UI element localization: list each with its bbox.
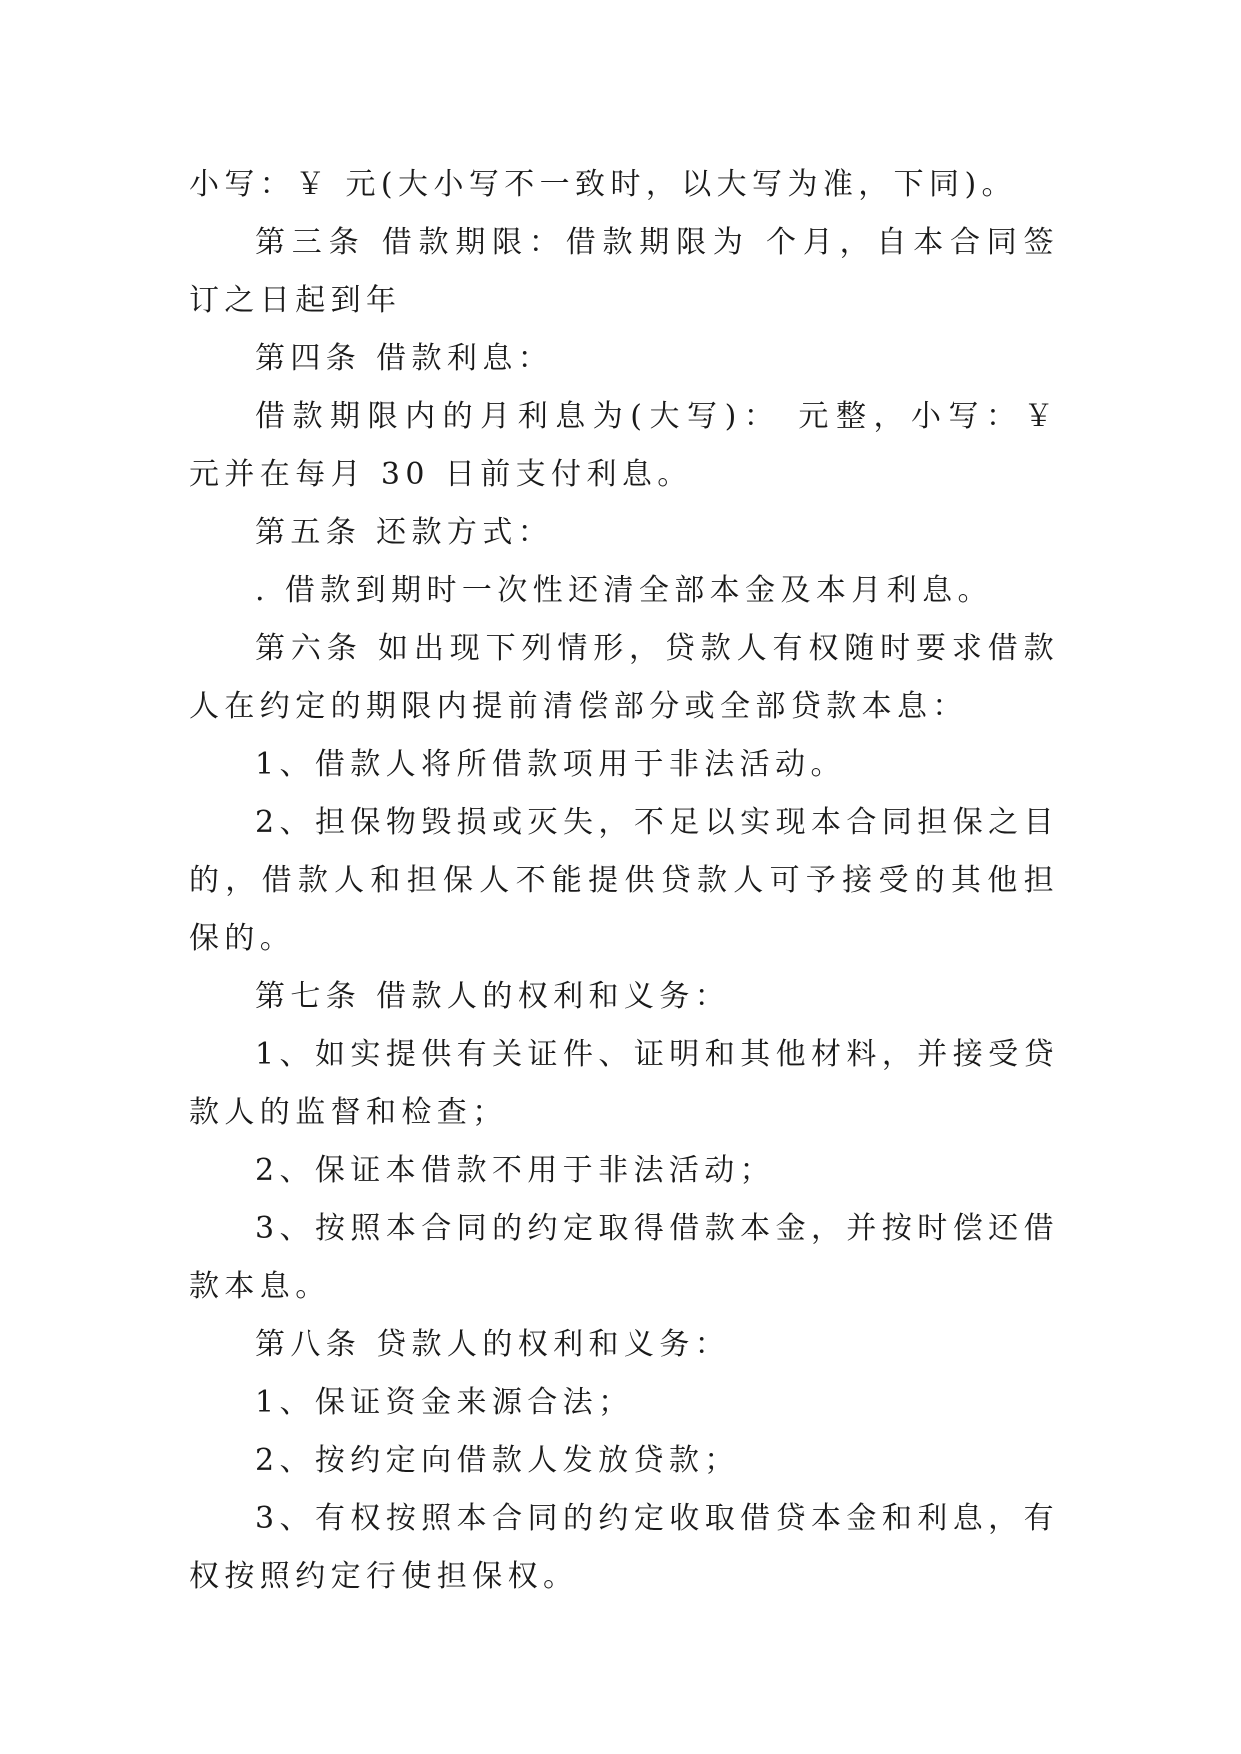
paragraph-article-6-item-2: 2、担保物毁损或灭失，不足以实现本合同担保之目的，借款人和担保人不能提供贷款人可予接受的其他担保的。 [189,805,1059,956]
paragraph-article-3-term: 第三条 借款期限：借款期限为 个月，自本合同签订之日起到年 [189,225,1059,318]
paragraph-article-8-item-2: 2、按约定向借款人发放贷款； [255,1443,740,1478]
paragraph-article-7-heading: 第七条 借款人的权利和义务： [255,979,731,1014]
paragraph-article-5-heading: 第五条 还款方式： [255,515,554,550]
paragraph-amount-lowercase: 小写：￥ 元(大小写不一致时，以大写为准，下同)。 [189,167,1017,202]
paragraph-article-8-item-1: 1、保证资金来源合法； [255,1385,634,1420]
paragraph-article-4-heading: 第四条 借款利息： [255,341,554,376]
paragraph-repayment-method: . 借款到期时一次性还清全部本金及本月利息。 [255,573,993,608]
paragraph-article-8-heading: 第八条 贷款人的权利和义务： [255,1327,731,1362]
paragraph-article-7-item-2: 2、保证本借款不用于非法活动； [255,1153,776,1188]
document-body [189,156,1059,1606]
paragraph-article-8-item-3: 3、有权按照本合同的约定收取借贷本金和利息，有权按照约定行使担保权。 [189,1501,1059,1594]
paragraph-article-6: 第六条 如出现下列情形，贷款人有权随时要求借款人在约定的期限内提前清偿部分或全部贷款本息： [189,631,1059,724]
paragraph-monthly-interest: 借款期限内的月利息为(大写)： 元整，小写：￥ 元并在每月 30 日前支付利息。 [189,399,1059,492]
paragraph-article-6-item-1: 1、借款人将所借款项用于非法活动。 [255,747,846,782]
paragraph-article-7-item-1: 1、如实提供有关证件、证明和其他材料，并接受贷款人的监督和检查； [189,1037,1059,1130]
paragraph-article-7-item-3: 3、按照本合同的约定取得借款本金，并按时偿还借款本息。 [189,1211,1059,1304]
